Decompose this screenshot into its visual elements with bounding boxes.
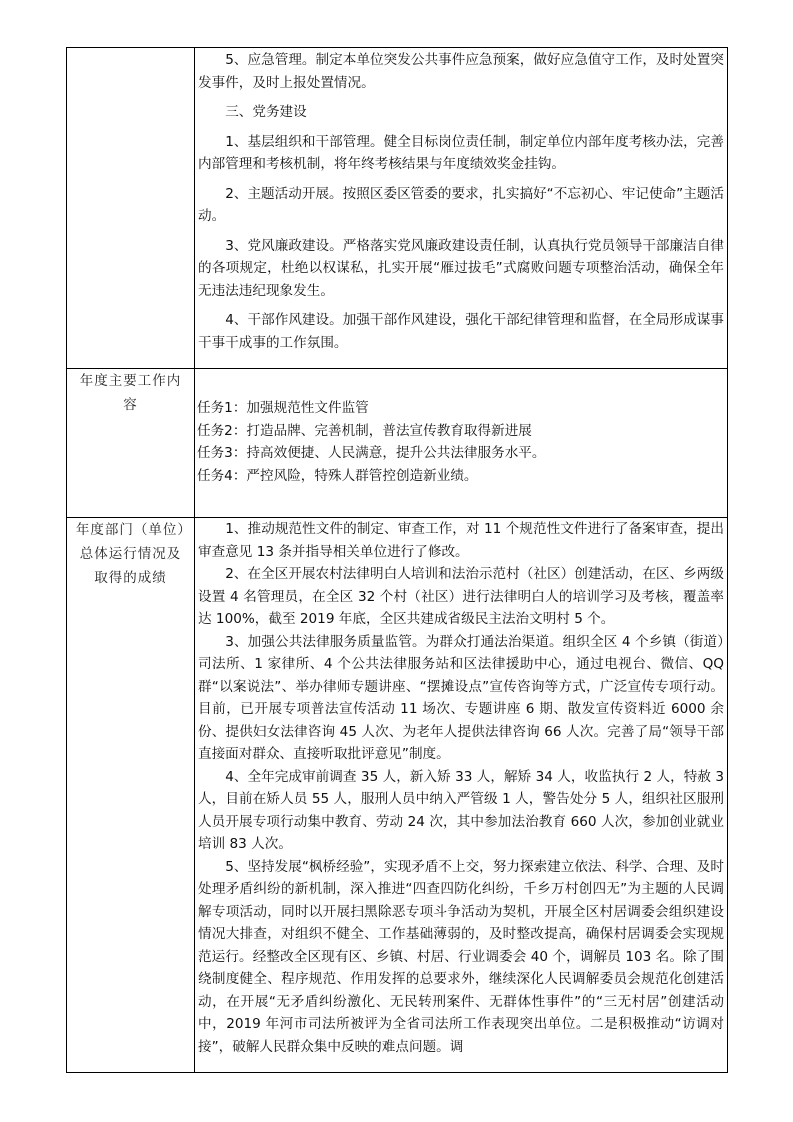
- row-label-empty: [67, 48, 195, 369]
- paragraph: 3、党风廉政建设。严格落实党风廉政建设责任制，认真执行党员领导干部廉洁自律的各项规定，杜绝以权谋私，扎实开展“雁过拔毛”式腐败问题专项整治活动，确保全年无违法违纪现象发生。: [198, 237, 724, 299]
- row-label: 年度部门（单位）总体运行情况及取得的成绩: [75, 522, 186, 586]
- row-label: 年度主要工作内容: [79, 373, 182, 413]
- row-label-overall-performance: [67, 518, 195, 1073]
- performance-table: [66, 47, 728, 1073]
- task-item: 任务3：持高效便捷、人民满意，提升公共法律服务水平。: [197, 445, 546, 461]
- paragraph: 3、加强公共法律服务质量监管。为群众打通法治渠道。组织全区 4 个乡镇（街道）司法所、1 家律所、4 个公共法律服务站和区法律援助中心，通过电视台、微信、QQ 群“以案说法”、举办律师专题讲座、“摆摊设点”宣传咨询等方式，广泛宣传专项行动。目前，已开展专项普法宣传活动 11 场次、专题讲座 6 期、散发宣传资料近 6000 余份、提供妇女法律咨询 45 人次、为老年人提供法律咨询 66 人次。完善了局“领导干部直接面对群众、直接听取批评意见”制度。: [198, 633, 724, 762]
- row-content-party-building: [195, 48, 728, 369]
- paragraph: 2、在全区开展农村法律明白人培训和法治示范村（社区）创建活动，在区、乡两级设置 4 名管理员，在全区 32 个村（社区）进行法律明白人的培训学习及考核，覆盖率达 100%，截至 2019 年底，全区共建成省级民主法治文明村 5 个。: [198, 566, 724, 627]
- table-row: [67, 518, 728, 1073]
- paragraph: 三、党务建设: [225, 104, 307, 120]
- paragraph: 1、基层组织和干部管理。健全目标岗位责任制，制定单位内部年度考核办法，完善内部管理和考核机制，将年终考核结果与年度绩效奖金挂钩。: [198, 133, 724, 172]
- task-item: 任务4：严控风险，特殊人群管控创造新业绩。: [197, 467, 478, 484]
- paragraph: 4、干部作风建设。加强干部作风建设，强化干部纪律管理和监督，在全局形成谋事干事干成事的工作氛围。: [198, 312, 724, 351]
- task-item: 任务2：打造品牌、完善机制，普法宣传教育取得新进展: [197, 422, 532, 439]
- row-content-achievements: [195, 518, 728, 1073]
- task-item: 任务1：加强规范性文件监管: [197, 400, 369, 416]
- paragraph: 2、主题活动开展。按照区委区管委的要求，扎实搞好“不忘初心、牢记使命”主题活动。: [198, 185, 724, 224]
- paragraph: 4、全年完成审前调查 35 人，新入矫 33 人，解矫 34 人，收监执行 2 人，特赦 3 人，目前在矫人员 55 人，服刑人员中纳入严管级 1 人，警告处分 5 人，组织社区服刑人员开展专项行动集中教育、劳动 24 次，其中参加法治教育 660 人次，参加创业就业培训 83 人次。: [198, 768, 724, 852]
- paragraph: 5、坚持发展“枫桥经验”，实现矛盾不上交，努力探索建立依法、科学、合理、及时处理矛盾纠纷的新机制，深入推进“四查四防化纠纷，千乡万村创四无”为主题的人民调解专项活动，同时以开展扫黑除恶专项斗争活动为契机，开展全区村居调委会组织建设情况大排查，对组织不健全、工作基础薄弱的，及时整改提高，确保村居调委会实现规范运行。经整改全区现有区、乡镇、村居、行业调委会 40 个，调解员 103 名。除了围绕制度健全、程序规范、作用发挥的总要求外，继续深化人民调解委员会规范化创建活动，在开展“无矛盾纠纷激化、无民转刑案件、无群体性事件”的“三无村居”创建活动中，2019 年河市司法所被评为全省司法所工作表现突出单位。二是积极推动“访调对接”，破解人民群众集中反映的难点问题。调: [198, 858, 724, 1055]
- table-row: [67, 48, 728, 369]
- row-label-main-work: [67, 369, 195, 518]
- row-content-tasks: [195, 369, 728, 518]
- table-row: [67, 369, 728, 518]
- paragraph: 5、应急管理。制定本单位突发公共事件应急预案，做好应急值守工作，及时处置突发事件，及时上报处置情况。: [198, 52, 724, 91]
- paragraph: 1、推动规范性文件的制定、审查工作，对 11 个规范性文件进行了备案审查，提出审查意见 13 条并指导相关单位进行了修改。: [198, 521, 724, 560]
